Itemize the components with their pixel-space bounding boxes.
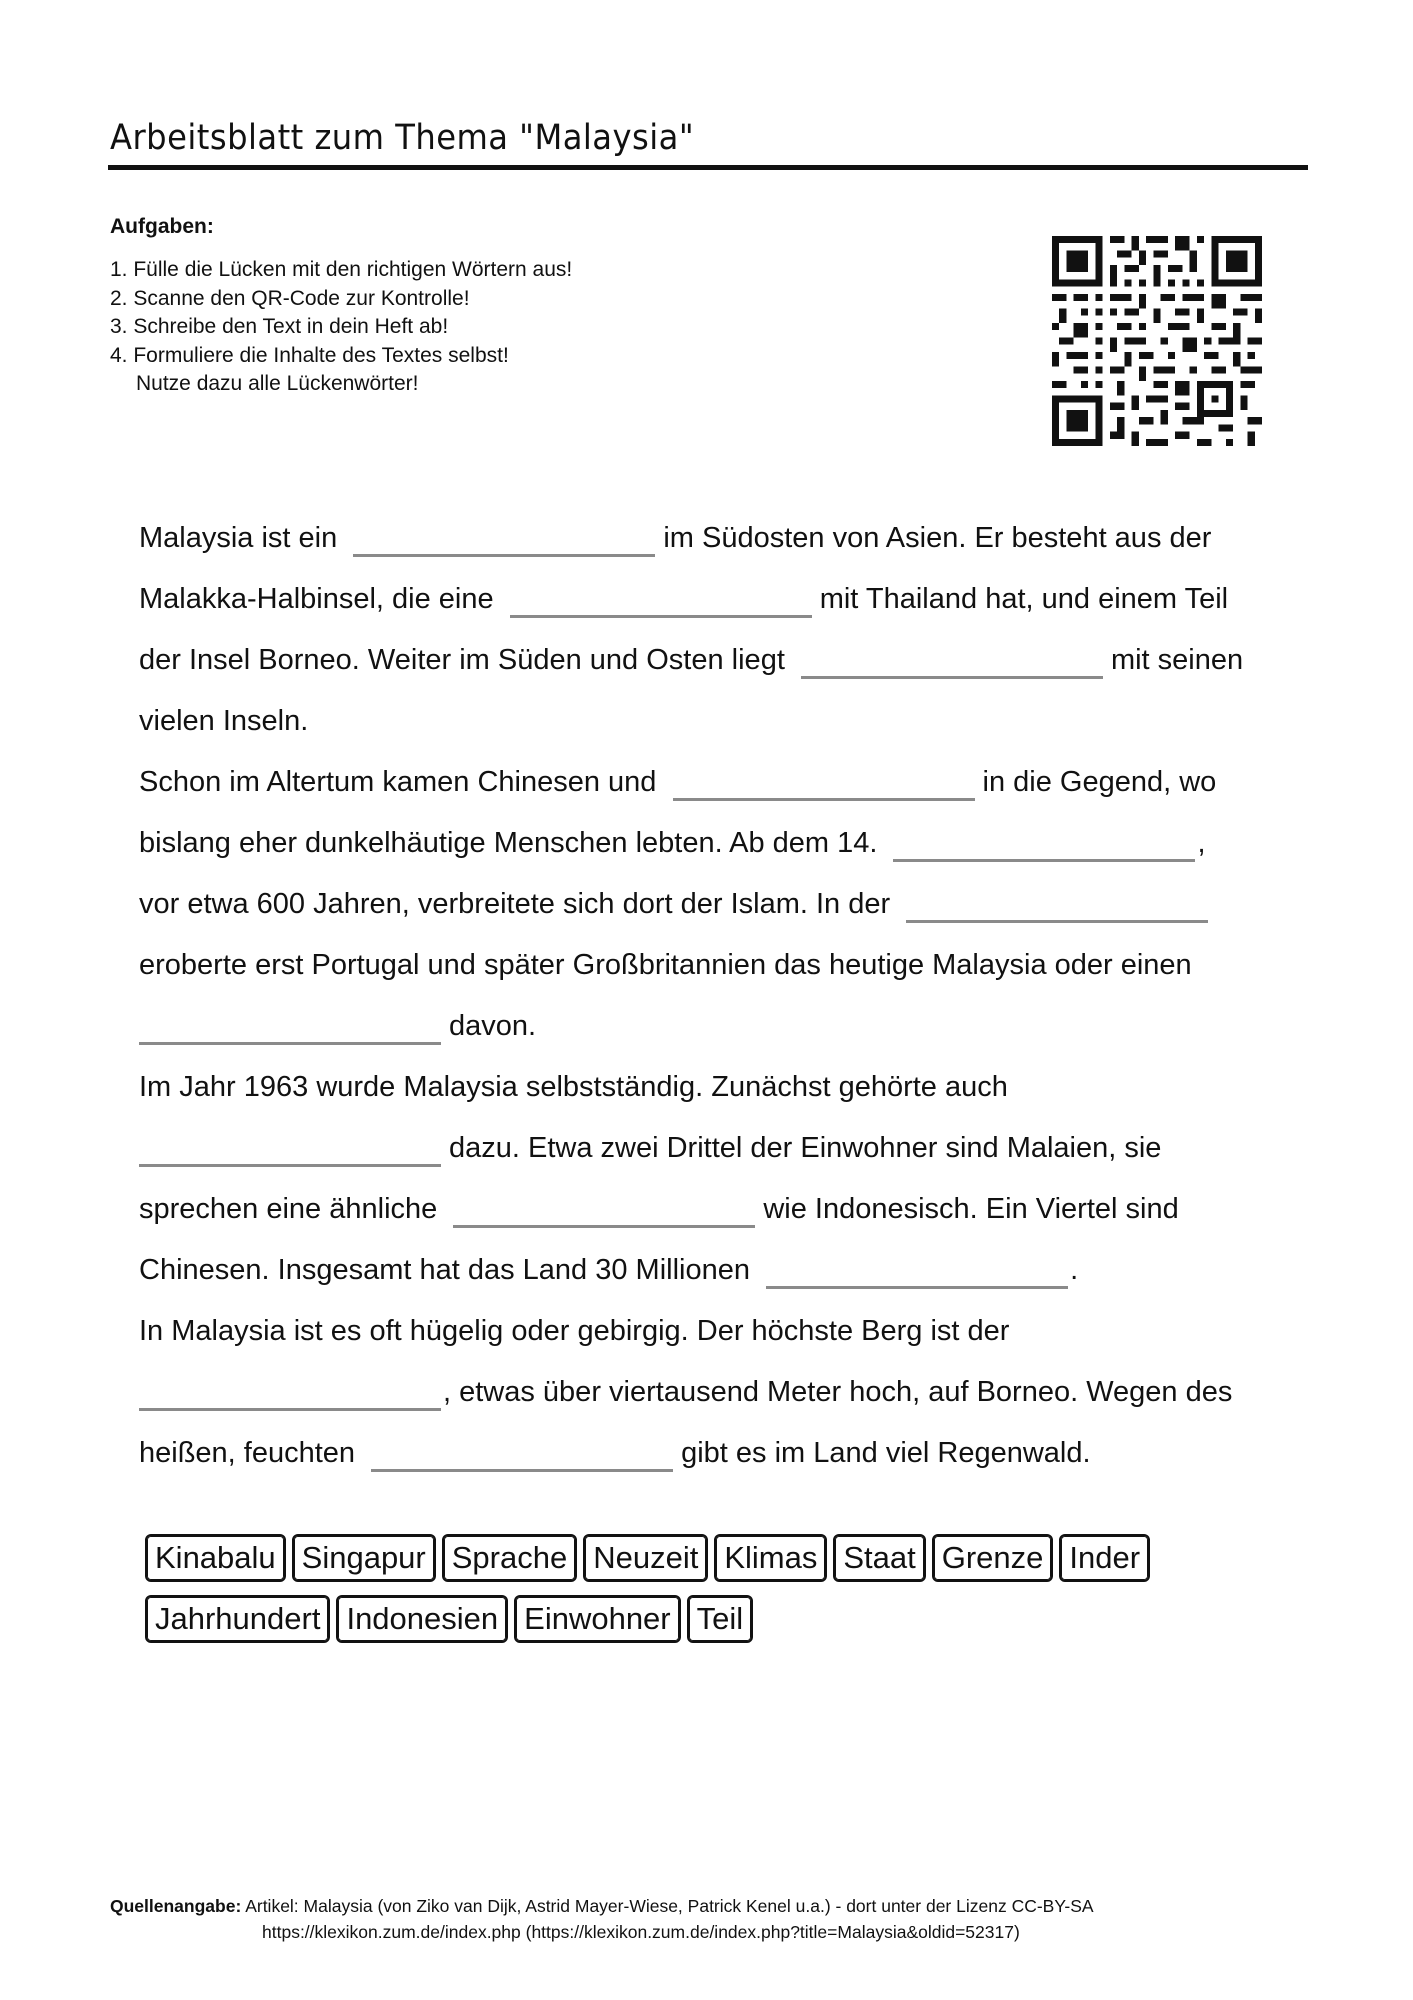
text-line <box>139 1120 1319 1181</box>
text-segment: sprechen eine ähnliche <box>139 1193 438 1225</box>
text-line <box>139 1181 1319 1242</box>
text-segment: im Südosten von Asien. Er besteht aus der <box>663 522 1212 554</box>
text-line <box>139 693 1319 754</box>
text-segment: mit seinen <box>1110 644 1244 676</box>
text-line <box>139 876 1319 937</box>
task-item: 3. Schreibe den Text in dein Heft ab! <box>110 315 449 338</box>
text-segment: Malakka-Halbinsel, die eine <box>139 583 494 615</box>
word-chip[interactable]: Teil <box>687 1595 754 1643</box>
tasks-heading: Aufgaben: <box>110 215 214 238</box>
source-text: Artikel: Malaysia (von Ziko van Dijk, Astrid Mayer-Wiese, Patrick Kenel u.a.) - dort unter der Lizenz CC-BY-SA <box>245 1896 1094 1916</box>
word-chip[interactable]: Singapur <box>292 1534 436 1582</box>
word-bank <box>145 1534 1265 1656</box>
text-segment: , etwas über viertausend Meter hoch, auf Borneo. Wegen des <box>443 1376 1233 1408</box>
text-segment: Chinesen. Insgesamt hat das Land 30 Millionen <box>139 1254 750 1286</box>
task-item: 1. Fülle die Lücken mit den richtigen Wörtern aus! <box>110 258 573 281</box>
blank-gap[interactable] <box>673 768 975 801</box>
word-chip[interactable]: Sprache <box>442 1534 577 1582</box>
word-chip[interactable]: Klimas <box>714 1534 827 1582</box>
text-line <box>139 1303 1319 1364</box>
text-segment: davon. <box>449 1010 537 1042</box>
text-segment: heißen, feuchten <box>139 1437 356 1469</box>
text-segment: . <box>1070 1254 1079 1286</box>
blank-gap[interactable] <box>139 1012 441 1045</box>
text-line <box>139 510 1319 571</box>
word-chip[interactable]: Jahrhundert <box>145 1595 330 1643</box>
source-attribution <box>110 1893 1310 1945</box>
text-line <box>139 754 1319 815</box>
blank-gap[interactable] <box>766 1256 1068 1289</box>
page-title: Arbeitsblatt zum Thema "Malaysia" <box>110 118 695 158</box>
text-segment: In Malaysia ist es oft hügelig oder gebirgig. Der höchste Berg ist der <box>139 1315 1010 1347</box>
text-segment: der Insel Borneo. Weiter im Süden und Osten liegt <box>139 644 785 676</box>
title-underline <box>108 165 1308 170</box>
task-item: 2. Scanne den QR-Code zur Kontrolle! <box>110 286 470 310</box>
blank-gap[interactable] <box>453 1195 755 1228</box>
source-label: Quellenangabe: <box>110 1896 242 1916</box>
blank-gap[interactable] <box>139 1378 441 1411</box>
blank-gap[interactable] <box>893 829 1195 862</box>
word-bank-row <box>145 1595 1265 1656</box>
text-segment: vielen Inseln. <box>139 705 309 737</box>
blank-gap[interactable] <box>801 646 1103 679</box>
blank-gap[interactable] <box>906 890 1208 923</box>
word-bank-row <box>145 1534 1265 1595</box>
text-line <box>139 1242 1319 1303</box>
text-segment: Malaysia ist ein <box>139 522 338 554</box>
text-segment: eroberte erst Portugal und später Großbritannien das heutige Malaysia oder einen <box>139 949 1192 981</box>
blank-gap[interactable] <box>139 1134 441 1167</box>
text-segment: Im Jahr 1963 wurde Malaysia selbstständig. Zunächst gehörte auch <box>139 1071 1008 1103</box>
blank-gap[interactable] <box>353 524 655 557</box>
text-line <box>139 815 1319 876</box>
word-chip[interactable]: Grenze <box>932 1534 1054 1582</box>
task-item: Nutze dazu alle Lückenwörter! <box>136 372 419 395</box>
word-chip[interactable]: Inder <box>1059 1534 1150 1582</box>
word-chip[interactable]: Kinabalu <box>145 1534 286 1582</box>
blank-gap[interactable] <box>371 1439 673 1472</box>
text-line <box>139 1059 1319 1120</box>
text-segment: dazu. Etwa zwei Drittel der Einwohner sind Malaien, sie <box>449 1132 1162 1164</box>
text-line <box>139 632 1319 693</box>
text-segment: gibt es im Land viel Regenwald. <box>681 1437 1091 1469</box>
text-segment: wie Indonesisch. Ein Viertel sind <box>763 1193 1179 1225</box>
text-line <box>139 1425 1319 1486</box>
text-segment: Schon im Altertum kamen Chinesen und <box>139 766 657 798</box>
task-list <box>110 256 572 399</box>
word-chip[interactable]: Staat <box>833 1534 925 1582</box>
source-link[interactable]: https://klexikon.zum.de/index.php (https://klexikon.zum.de/index.php?title=Malaysia&oldid=52317) <box>262 1922 1020 1942</box>
text-line <box>139 571 1319 632</box>
text-line <box>139 998 1319 1059</box>
qr-code-icon[interactable] <box>1052 236 1262 446</box>
word-chip[interactable]: Neuzeit <box>583 1534 708 1582</box>
text-segment: , <box>1197 827 1206 859</box>
word-chip[interactable]: Einwohner <box>514 1595 680 1643</box>
text-line <box>139 937 1319 998</box>
text-segment: bislang eher dunkelhäutige Menschen lebten. Ab dem 14. <box>139 827 878 859</box>
task-item: 4. Formuliere die Inhalte des Textes selbst! <box>110 343 509 367</box>
text-line <box>139 1364 1319 1425</box>
text-segment: mit Thailand hat, und einem Teil <box>819 583 1229 615</box>
blank-gap[interactable] <box>510 585 812 618</box>
text-segment: in die Gegend, wo <box>982 766 1217 798</box>
text-segment: vor etwa 600 Jahren, verbreitete sich dort der Islam. In der <box>139 888 891 920</box>
cloze-text <box>139 510 1319 1486</box>
word-chip[interactable]: Indonesien <box>336 1595 508 1643</box>
